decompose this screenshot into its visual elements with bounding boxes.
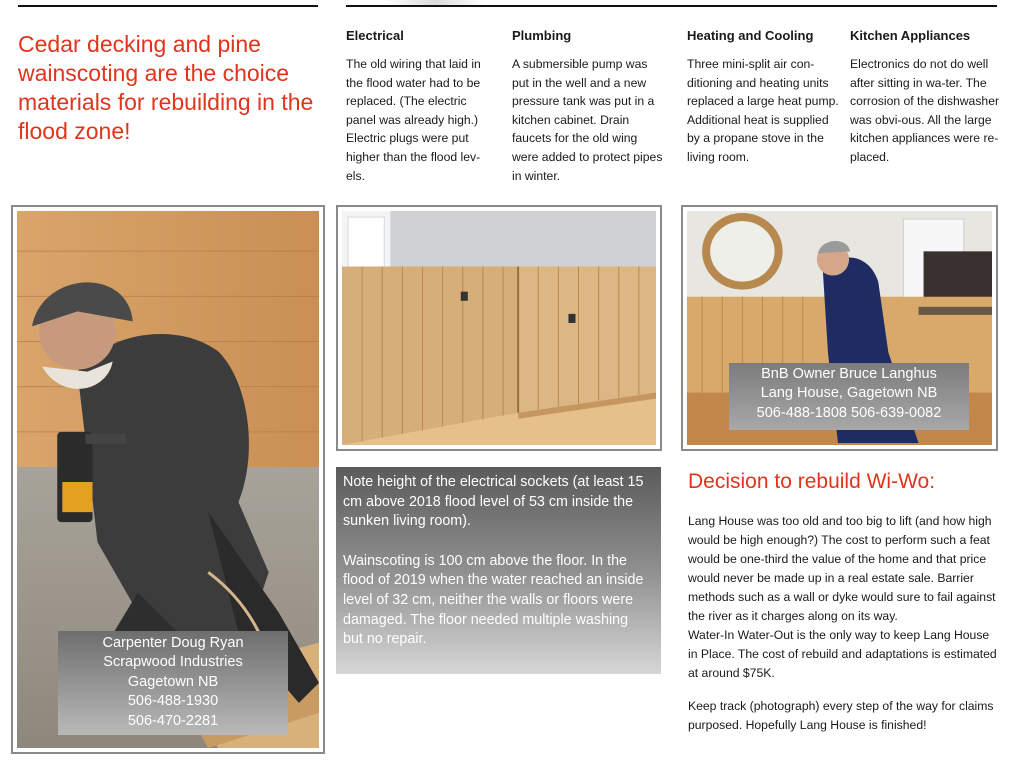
owner-caption [729, 363, 969, 430]
wainscoting-photo-illustration [342, 211, 656, 445]
note-paragraph: Wainscoting is 100 cm above the floor. In the flood of 2019 when the water reached an inside level of 32 cm, neither the walls or floors were damaged. The floor needed multiple washing but no repair. [343, 552, 644, 648]
caption-line: 506-470-2281 [127, 712, 219, 729]
wainscoting-photo [336, 205, 662, 451]
note-paragraph: Note height of the electrical sockets (at least 15 cm above 2018 flood level of 53 cm inside the sunken living room). [343, 474, 644, 530]
column-heading: Kitchen Appliances [850, 28, 971, 43]
caption-line: BnB Owner Bruce Langhus [761, 366, 937, 382]
caption-line: Carpenter Doug Ryan [102, 635, 244, 651]
column-heading: Electrical [346, 28, 404, 43]
caption-line: Lang House, Gagetown NB [760, 385, 938, 402]
top-rule-right [346, 5, 997, 7]
column-heading: Plumbing [512, 28, 572, 43]
decision-paragraph: Water-In Water-Out is the only way to keep Lang House in Place. The cost of rebuild and adaptations is estimated at around $75K. [688, 628, 997, 680]
decision-body [688, 512, 998, 735]
column-electrical [346, 28, 498, 185]
caption-line: 506-488-1808 506-639-0082 [756, 404, 942, 421]
top-rule-left [18, 5, 318, 7]
column-body: A submersible pump was put in the well and a new pressure tank was put in a kitchen cabinet. Drain faucets for the old wing were added to protect pipes in winter. [512, 57, 663, 183]
sockets-note [336, 467, 661, 674]
column-body: The old wiring that laid in the flood water had to be replaced. (The electric panel was already high.) Electric plugs were put higher than the flood lev-els. [346, 57, 481, 183]
decision-paragraph: Lang House was too old and too big to lift (and how high would be high enough?) The cost to perform such a feat would be one-third the value of the home and that price would never be made up in a real estate sale. Barrier methods such as a wall or dyke would sure to fail against the river as it charges along on its way. [688, 514, 996, 623]
column-body: Three mini-split air con-ditioning and heating units replaced a large heat pump. Additional heat is supplied by a propane stove in the living room. [687, 57, 839, 164]
caption-line: 506-488-1930 [127, 693, 219, 710]
column-plumbing [512, 28, 664, 185]
page-headline: Cedar decking and pine wainscoting are the choice materials for rebuilding in the flood zone! [18, 31, 314, 144]
carpenter-caption [58, 631, 288, 735]
column-body: Electronics do not do well after sitting in wa-ter. The corrosion of the dishwasher was obvi-ous. All the large kitchen appliances were re-placed. [850, 57, 1000, 164]
column-kitchen-appliances [850, 28, 1002, 167]
column-heating-cooling [687, 28, 839, 167]
decision-paragraph: Keep track (photograph) every step of the way for claims purposed. Hopefully Lang House is finished! [688, 699, 994, 732]
column-heading: Heating and Cooling [687, 28, 814, 43]
top-sheen [385, 0, 485, 5]
caption-line: Gagetown NB [127, 673, 219, 690]
decision-title: Decision to rebuild Wi-Wo: [688, 470, 936, 493]
caption-line: Scrapwood Industries [103, 654, 243, 671]
